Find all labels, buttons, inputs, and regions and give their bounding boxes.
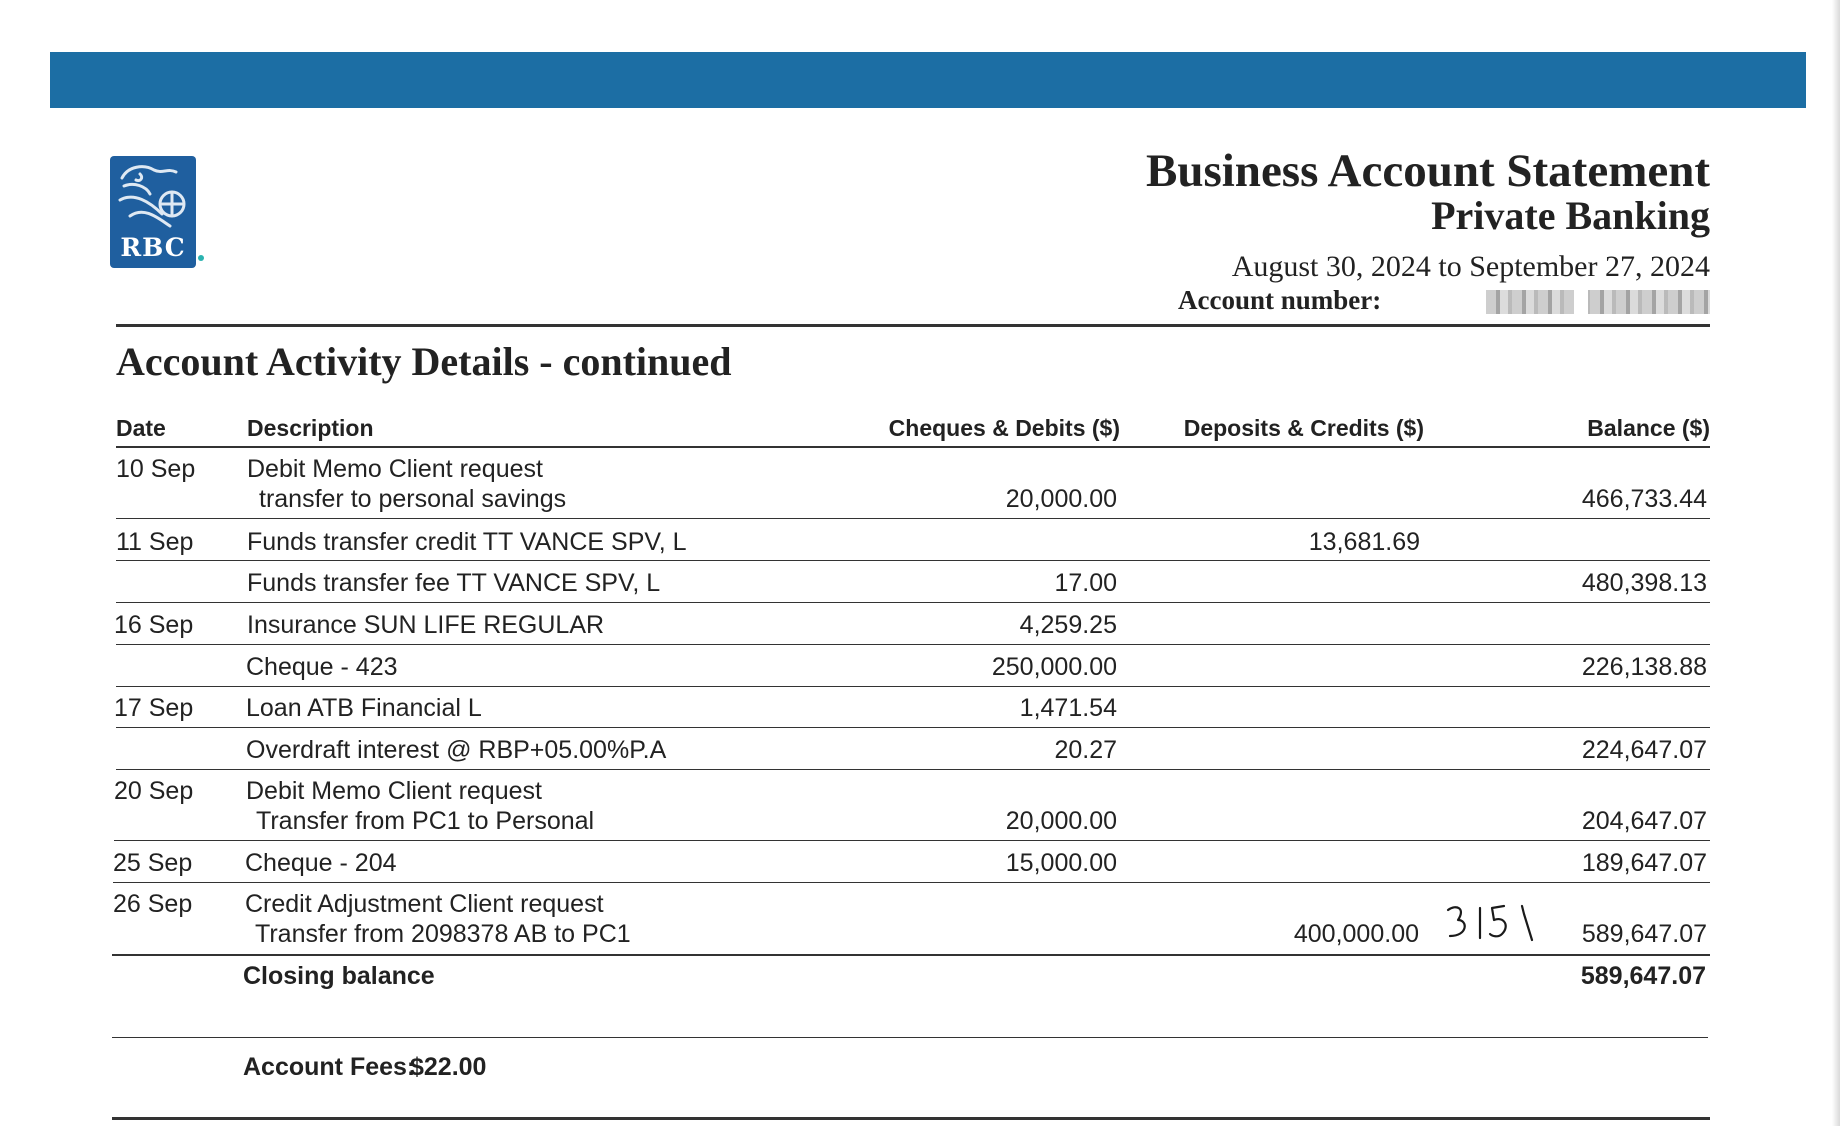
row-credit: 400,000.00 (1293, 920, 1419, 948)
statement-title: Business Account Statement (1145, 145, 1710, 197)
row-divider (116, 769, 1710, 770)
col-header-debits: Cheques & Debits ($) (888, 415, 1120, 441)
row-description-line2: Transfer from 2098378 AB to PC1 (255, 920, 631, 948)
section-title: Account Activity Details - continued (116, 339, 732, 384)
row-date: 17 Sep (114, 694, 194, 722)
logo-trademark-dot (198, 255, 204, 261)
row-divider (114, 840, 1710, 841)
row-divider (113, 882, 1710, 883)
row-description: Cheque - 423 (246, 653, 398, 681)
row-description: Cheque - 204 (245, 849, 397, 877)
row-credit: 13,681.69 (1308, 528, 1420, 556)
row-description: Funds transfer credit TT VANCE SPV, L (247, 528, 687, 556)
row-date: 20 Sep (114, 777, 194, 805)
row-description: Loan ATB Financial L (246, 694, 482, 722)
row-description: Debit Memo Client request (246, 777, 542, 805)
row-balance: 466,733.44 (1581, 485, 1707, 513)
table-header-rule (116, 446, 1710, 448)
account-number-label: Account number: (1178, 285, 1382, 315)
col-header-credits: Deposits & Credits ($) (1183, 415, 1424, 441)
closing-balance-value: 589,647.07 (1580, 962, 1706, 990)
row-description: Funds transfer fee TT VANCE SPV, L (247, 569, 661, 597)
row-debit: 17.00 (1054, 569, 1117, 597)
row-balance: 226,138.88 (1581, 653, 1707, 681)
fees-divider (112, 1037, 1708, 1038)
row-date: 25 Sep (113, 849, 193, 877)
row-description-line2: transfer to personal savings (259, 485, 567, 513)
row-description-line2: Transfer from PC1 to Personal (256, 807, 595, 835)
row-balance: 589,647.07 (1581, 920, 1707, 948)
row-divider (116, 727, 1710, 728)
lion-globe-icon (110, 156, 196, 236)
col-header-description: Description (247, 415, 374, 441)
row-description: Debit Memo Client request (247, 455, 543, 483)
footer-rule (112, 1117, 1710, 1120)
row-debit: 20,000.00 (1005, 807, 1117, 835)
row-date: 26 Sep (113, 890, 193, 918)
page-edge-shadow (1832, 0, 1840, 1126)
row-date: 16 Sep (114, 611, 194, 639)
row-date: 11 Sep (116, 528, 194, 556)
row-divider (116, 560, 1710, 561)
account-number-redacted (1486, 290, 1710, 314)
rbc-logo (110, 156, 196, 268)
statement-period: August 30, 2024 to September 27, 2024 (1231, 250, 1710, 283)
row-debit: 1,471.54 (1019, 694, 1117, 722)
row-description: Credit Adjustment Client request (245, 890, 604, 918)
col-header-balance: Balance ($) (1587, 415, 1710, 441)
row-debit: 250,000.00 (991, 653, 1117, 681)
col-header-date: Date (116, 415, 166, 441)
row-description: Insurance SUN LIFE REGULAR (247, 611, 605, 639)
row-debit: 4,259.25 (1019, 611, 1117, 639)
row-balance: 480,398.13 (1581, 569, 1707, 597)
closing-balance-label: Closing balance (243, 962, 435, 990)
row-balance: 189,647.07 (1581, 849, 1707, 877)
row-debit: 20,000.00 (1005, 485, 1117, 513)
row-debit: 20.27 (1054, 736, 1117, 764)
row-debit: 15,000.00 (1005, 849, 1117, 877)
row-balance: 204,647.07 (1581, 807, 1707, 835)
row-divider (116, 686, 1710, 687)
header-divider (116, 324, 1710, 327)
row-date: 10 Sep (116, 455, 196, 483)
statement-subtitle: Private Banking (1431, 193, 1710, 238)
row-divider (116, 602, 1710, 603)
account-fees-label: Account Fees: (243, 1053, 416, 1081)
logo-text: RBC (120, 233, 186, 262)
row-divider (116, 644, 1710, 645)
closing-divider (112, 954, 1710, 956)
row-divider (116, 518, 1710, 519)
account-fees-value: $22.00 (410, 1053, 487, 1081)
row-balance: 224,647.07 (1581, 736, 1707, 764)
handwritten-annotation (1442, 900, 1542, 950)
row-description: Overdraft interest @ RBP+05.00%P.A (246, 736, 667, 764)
header-band (50, 52, 1806, 108)
